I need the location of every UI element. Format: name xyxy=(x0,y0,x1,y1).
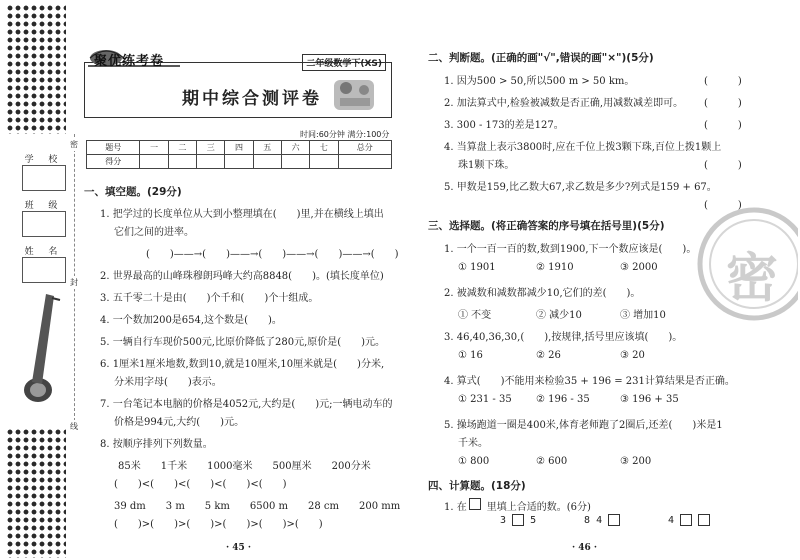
name-label: 姓 名 xyxy=(22,244,66,258)
choice-2-opt-a: ① 不变 xyxy=(458,310,492,321)
score-cell[interactable] xyxy=(225,155,253,169)
judge-4-answer[interactable]: ( ) xyxy=(704,160,742,171)
question-8-row2: 39 dm 3 m 5 km 6500 m 28 cm 200 mm xyxy=(114,501,401,512)
score-header-cell: 总分 xyxy=(338,141,391,155)
class-label: 班 级 xyxy=(22,198,66,212)
score-header-cell: 四 xyxy=(225,141,253,155)
score-header-cell: 一 xyxy=(140,141,168,155)
judge-3-answer[interactable]: ( ) xyxy=(704,120,742,131)
choice-4-opt-b: ② 196 - 35 xyxy=(536,394,590,405)
exam-meta: 时间:60分钟 满分:100分 xyxy=(300,130,390,139)
question-7b: 价格是994元,大约( )元。 xyxy=(114,417,245,428)
blank-box-icon xyxy=(469,498,481,510)
judge-2: 2. 加法算式中,检验被减数是否正确,用减数减差即可。 xyxy=(444,98,684,109)
choice-3-opt-b: ② 26 xyxy=(536,350,561,361)
score-header-row xyxy=(87,141,392,155)
exam-banner xyxy=(84,44,392,118)
judge-5: 5. 甲数是159,比乙数大67,求乙数是多少?列式是159 + 67。 xyxy=(444,182,717,193)
spine-brand-logo-icon xyxy=(16,286,66,408)
question-6b: 分米用字母( )表示。 xyxy=(114,377,222,388)
score-cell[interactable] xyxy=(197,155,225,169)
choice-5a: 5. 操场跑道一圈是400米,体育老师跑了2圈后,还差( )米是1 xyxy=(444,420,723,431)
section-fill-blank: 一、填空题。(29分) xyxy=(84,186,182,198)
class-field[interactable] xyxy=(22,211,66,237)
choice-3-opt-c: ③ 20 xyxy=(620,350,645,361)
judge-1-answer[interactable]: ( ) xyxy=(704,76,742,87)
seal-char-feng: 封 xyxy=(70,278,78,287)
question-5: 5. 一辆自行车现价500元,比原价降低了280元,原价是( )元。 xyxy=(100,337,386,348)
choice-5-opt-b: ② 600 xyxy=(536,456,568,467)
grade-tag: 二年级数学下(XS) xyxy=(302,54,386,71)
score-row-label: 得分 xyxy=(87,155,140,169)
judge-4b: 珠1颗下珠。 xyxy=(458,160,515,171)
score-header-cell: 七 xyxy=(310,141,338,155)
choice-3-opt-a: ① 16 xyxy=(458,350,483,361)
score-header-cell: 五 xyxy=(253,141,281,155)
judge-5-answer[interactable]: ( ) xyxy=(704,200,742,211)
page-number-right: · 46 · xyxy=(572,543,598,553)
choice-5-opt-a: ① 800 xyxy=(458,456,490,467)
score-cell[interactable] xyxy=(168,155,196,169)
vertical-calc-1: 3 5 xyxy=(488,515,537,526)
name-field[interactable] xyxy=(22,257,66,283)
choice-4-opt-a: ① 231 - 35 xyxy=(458,394,512,405)
exam-title: 期中综合测评卷 xyxy=(182,89,322,109)
vertical-calc-2: 8 4 xyxy=(572,514,620,526)
score-value-row xyxy=(87,155,392,169)
section-judgement: 二、判断题。(正确的画"√",错误的画"×")(5分) xyxy=(428,52,654,64)
score-header-cell: 题号 xyxy=(87,141,140,155)
school-field[interactable] xyxy=(22,165,66,191)
judge-3: 3. 300 - 173的差是127。 xyxy=(444,120,564,131)
question-7a: 7. 一台笔记本电脑的价格是4052元,大约是( )元;一辆电动车的 xyxy=(100,399,393,410)
choice-1: 1. 一个一百一百的数,数到1900,下一个数应该是( )。 xyxy=(444,244,697,255)
question-8-row2-blanks: ( )>( )>( )>( )>( )>( ) xyxy=(114,519,323,530)
choice-1-opt-c: ③ 2000 xyxy=(620,262,658,273)
calc-blank[interactable] xyxy=(608,514,620,526)
question-8-row1: 85米 1千米 1000毫米 500厘米 200分米 xyxy=(118,461,371,472)
choice-1-opt-b: ② 1910 xyxy=(536,262,574,273)
score-table xyxy=(86,140,392,169)
question-1-chain: ( )——→( )——→( )——→( )——→( ) xyxy=(146,249,399,260)
score-header-cell: 三 xyxy=(197,141,225,155)
score-cell[interactable] xyxy=(253,155,281,169)
question-2: 2. 世界最高的山峰珠穆朗玛峰大约高8848( )。(填长度单位) xyxy=(100,271,384,282)
choice-5b: 千米。 xyxy=(458,438,488,449)
section-calculation: 四、计算题。(18分) xyxy=(428,480,526,492)
calc-1-prompt: 1. 在 里填上合适的数。(6分) xyxy=(444,502,591,513)
score-header-cell: 六 xyxy=(281,141,309,155)
question-3: 3. 五千零二十是由( )个千和( )个十组成。 xyxy=(100,293,319,304)
binding-dots-bottom xyxy=(6,428,66,558)
calc-blank[interactable] xyxy=(512,514,524,526)
score-header-cell: 二 xyxy=(168,141,196,155)
page-number-left: · 45 · xyxy=(226,543,252,553)
choice-1-opt-a: ① 1901 xyxy=(458,262,496,273)
seal-char-xian: 线 xyxy=(70,422,78,431)
section-choice: 三、选择题。(将正确答案的序号填在括号里)(5分) xyxy=(428,220,665,232)
question-1a: 1. 把学过的长度单位从大到小整理填在( )里,并在横线上填出 xyxy=(100,209,384,220)
question-8: 8. 按顺序排列下列数量。 xyxy=(100,439,213,450)
calc-blank[interactable] xyxy=(680,514,692,526)
seal-char-mi: 密 xyxy=(70,140,78,149)
judge-2-answer[interactable]: ( ) xyxy=(704,98,742,109)
question-6a: 6. 1厘米1厘米地数,数到10,就是10厘米,10厘米就是( )分米, xyxy=(100,359,385,370)
choice-4: 4. 算式( )不能用来检验35 + 196 = 231计算结果是否正确。 xyxy=(444,376,735,387)
choice-3: 3. 46,40,36,30,( ),按规律,括号里应该填( )。 xyxy=(444,332,683,343)
binding-dots-top xyxy=(6,4,66,134)
choice-5-opt-c: ③ 200 xyxy=(620,456,652,467)
question-1b: 它们之间的进率。 xyxy=(114,227,194,238)
choice-2-opt-b: ② 减少10 xyxy=(536,310,582,321)
judge-4a: 4. 当算盘上表示3800时,应在千位上拨3颗下珠,百位上拨1颗上 xyxy=(444,142,722,153)
choice-2: 2. 被减数和减数都减少10,它们的差( )。 xyxy=(444,288,641,299)
calc-blank[interactable] xyxy=(698,514,710,526)
score-cell[interactable] xyxy=(310,155,338,169)
stamp-char: 密 xyxy=(726,249,779,309)
question-4: 4. 一个数加200是654,这个数是( )。 xyxy=(100,315,282,326)
choice-4-opt-c: ③ 196 + 35 xyxy=(620,394,679,405)
score-cell[interactable] xyxy=(140,155,168,169)
judge-1: 1. 因为500 > 50,所以500 m > 50 km。 xyxy=(444,76,635,87)
school-label: 学 校 xyxy=(22,152,66,166)
vertical-calc-3: 4 xyxy=(656,514,710,526)
score-cell[interactable] xyxy=(281,155,309,169)
score-cell[interactable] xyxy=(338,155,391,169)
brand-name: 聚优练考卷 xyxy=(94,54,165,69)
question-8-row1-blanks: ( )<( )<( )<( )<( ) xyxy=(114,479,287,490)
choice-2-opt-c: ③ 增加10 xyxy=(620,310,666,321)
